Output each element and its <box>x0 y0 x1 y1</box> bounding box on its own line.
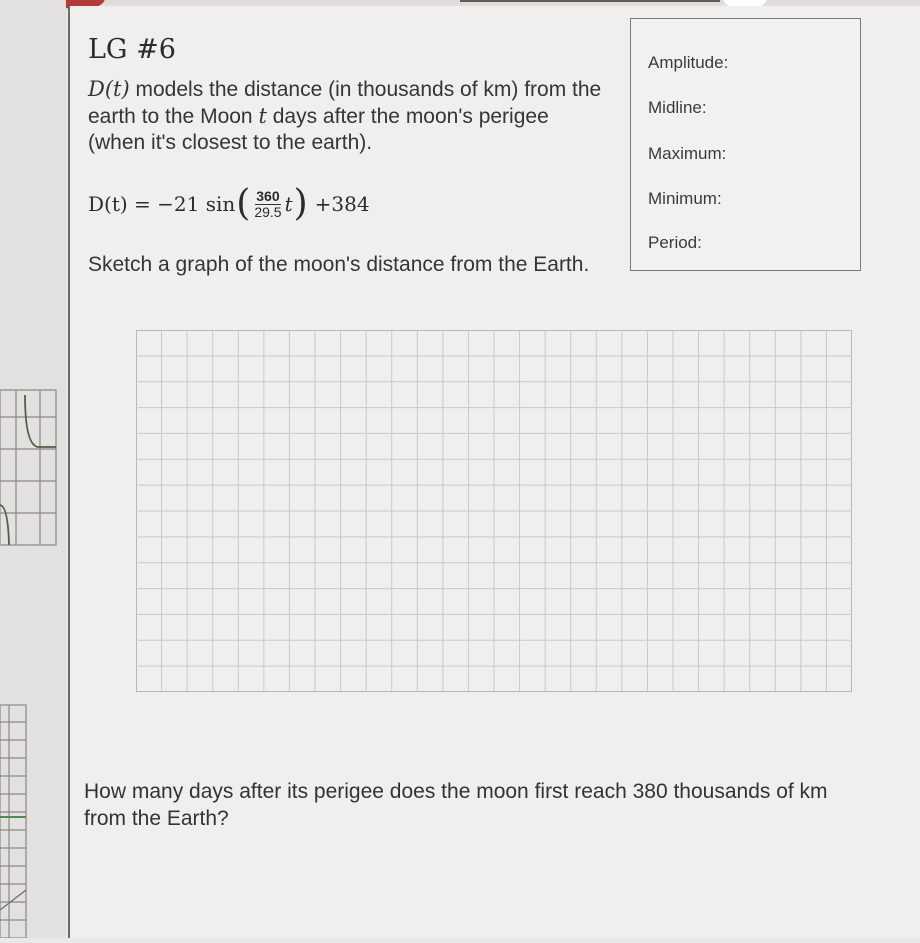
midline-label: Midline: <box>648 98 707 117</box>
formula-rhs: +384 <box>314 192 370 216</box>
graph-grid-lines <box>136 330 852 692</box>
adjacent-curve-lower <box>0 505 9 545</box>
left-parenthesis: ( <box>236 183 251 224</box>
adjacent-page <box>0 0 66 938</box>
graph-grid[interactable] <box>136 330 852 692</box>
right-parenthesis: ) <box>293 183 308 224</box>
period-label: Period: <box>648 233 702 252</box>
formula-fraction <box>253 189 282 220</box>
description-part-2: days after the moon's perigee (when it's closest to the earth). <box>88 105 549 154</box>
adjacent-page-grids <box>0 0 66 938</box>
adjacent-diagonal-line <box>0 890 26 910</box>
function-name: D(t) <box>88 77 130 101</box>
question-text: How many days after its perigee does the moon first reach 380 thousands of km from the Earth? <box>84 780 828 830</box>
formula-lhs: D(t) = −21 sin <box>88 192 236 216</box>
formula-variable: t <box>284 192 293 216</box>
adjacent-graph-lower <box>0 705 26 938</box>
problem-description <box>88 76 608 156</box>
minimum-label: Minimum: <box>648 189 722 208</box>
distance-formula <box>88 180 370 228</box>
top-edge-line <box>460 0 720 2</box>
variable-t: t <box>258 104 267 128</box>
sketch-prompt: Sketch a graph of the moon's distance from the Earth. <box>88 253 590 276</box>
description-part-1: models the distance (in thousands of km) from the earth to the Moon <box>88 78 602 128</box>
answer-box <box>630 18 861 271</box>
amplitude-label: Amplitude: <box>648 53 729 72</box>
fraction-denominator: 29.5 <box>254 203 282 220</box>
worksheet-title: LG #6 <box>88 34 176 65</box>
maximum-label: Maximum: <box>648 144 727 163</box>
adjacent-graph-upper <box>0 390 56 545</box>
fraction-numerator: 360 <box>256 187 280 204</box>
